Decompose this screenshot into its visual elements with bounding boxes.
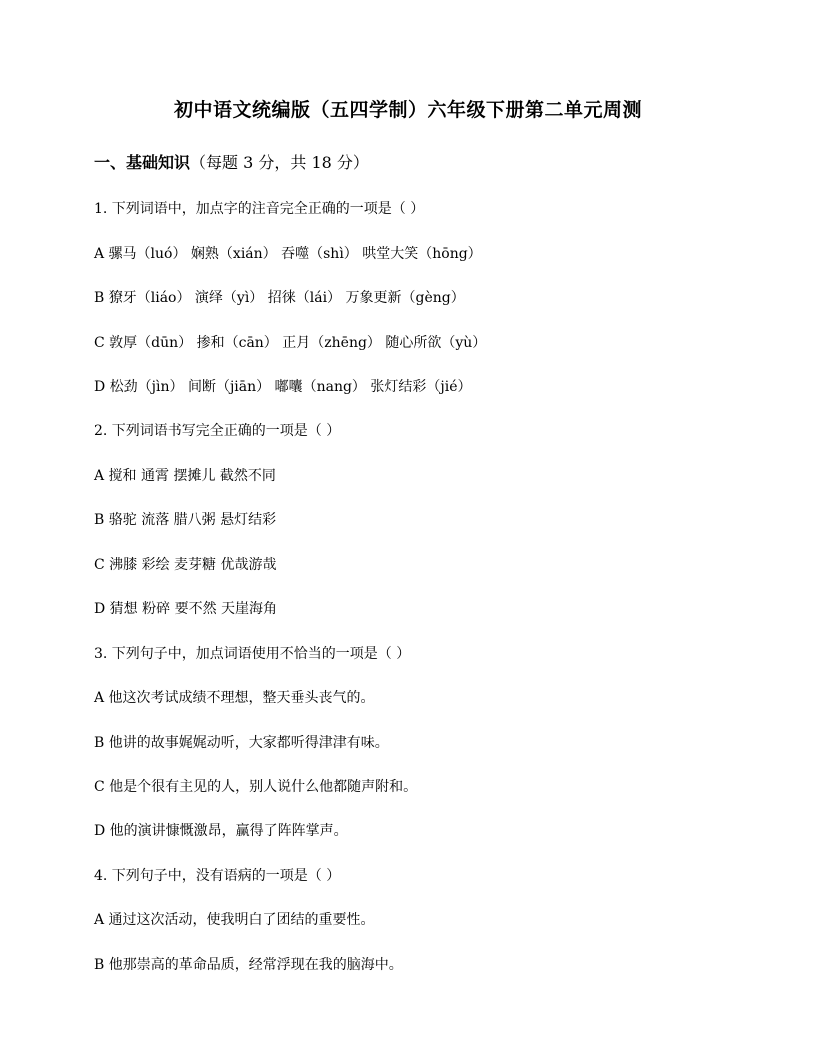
section-heading <box>94 150 369 173</box>
question-3-option-d: D 他的演讲慷慨激昂，赢得了阵阵掌声。 <box>94 823 348 839</box>
question-3-option-a: A 他这次考试成绩不理想，整天垂头丧气的。 <box>94 690 375 706</box>
question-3-option-c: C 他是个很有主见的人，别人说什么他都随声附和。 <box>94 779 418 795</box>
question-1-option-c: C 敦厚（dūn） 掺和（cān） 正月（zhēng） 随心所欲（yù） <box>94 335 487 351</box>
section-heading-text: 一、基础知识 <box>94 153 191 172</box>
section-score: （每题 3 分，共 18 分） <box>190 153 369 172</box>
question-1-option-a: A 骡马（luó） 娴熟（xián） 吞噬（shì） 哄堂大笑（hōng） <box>94 246 482 262</box>
question-2-option-a: A 搅和 通霄 摆摊儿 截然不同 <box>94 468 276 484</box>
question-1-option-b: B 獠牙（liáo） 演绎（yì） 招徕（lái） 万象更新（gèng） <box>94 290 465 306</box>
question-3-option-b: B 他讲的故事娓娓动听，大家都听得津津有味。 <box>94 735 389 751</box>
question-2-stem: 2. 下列词语书写完全正确的一项是（ ） <box>94 423 341 439</box>
question-4-option-a: A 通过这次活动，使我明白了团结的重要性。 <box>94 912 375 928</box>
question-1-stem: 1. 下列词语中，加点字的注音完全正确的一项是（ ） <box>94 201 425 217</box>
question-4-stem: 4. 下列句子中，没有语病的一项是（ ） <box>94 868 341 884</box>
page-title: 初中语文统编版（五四学制）六年级下册第二单元周测 <box>173 99 642 121</box>
question-2-option-b: B 骆驼 流落 腊八粥 悬灯结彩 <box>94 512 277 528</box>
question-3-stem: 3. 下列句子中，加点词语使用不恰当的一项是（ ） <box>94 646 411 662</box>
question-2-option-d: D 猜想 粉碎 要不然 天崖海角 <box>94 601 278 617</box>
question-2-option-c: C 沸膝 彩绘 麦芽糖 优哉游哉 <box>94 557 277 573</box>
question-4-option-b: B 他那崇高的革命品质，经常浮现在我的脑海中。 <box>94 957 403 973</box>
question-1-option-d: D 松劲（jìn） 间断（jiān） 嘟囔（nang） 张灯结彩（jié） <box>94 379 472 395</box>
